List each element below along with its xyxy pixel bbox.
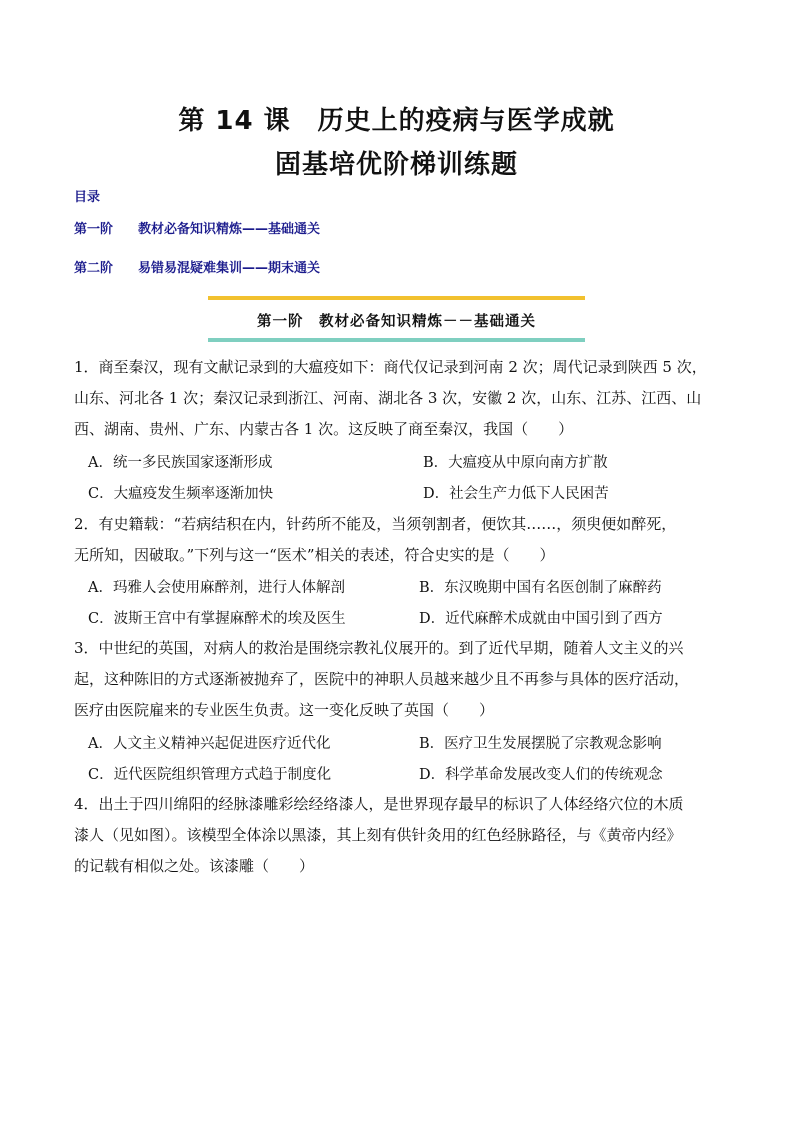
question-line: 无所知，因破取。”下列与这一“医术”相关的表述，符合史实的是（ ） [74, 546, 555, 564]
question-3-option-c[interactable]: C．近代医院组织管理方式趋于制度化 [88, 767, 332, 783]
question-2-option-c[interactable]: C．波斯王宫中有掌握麻醉术的埃及医生 [88, 611, 346, 627]
question-4-stem [74, 789, 734, 882]
question-line: 1．商至秦汉，现有文献记录到的大瘟疫如下：商代仅记录到河南 2 次；周代记录到陕西 5 次， [74, 358, 707, 376]
question-1-option-c[interactable]: C．大瘟疫发生频率逐渐加快 [88, 486, 274, 502]
banner-bottom-rule [208, 338, 585, 342]
question-2-option-a[interactable]: A．玛雅人会使用麻醉剂，进行人体解剖 [88, 580, 345, 596]
question-1-option-d[interactable]: D．社会生产力低下人民困苦 [423, 486, 609, 502]
lesson-title: 第 14 课 历史上的疫病与医学成就 [178, 106, 615, 136]
question-3-option-b[interactable]: B．医疗卫生发展摆脱了宗教观念影响 [419, 736, 662, 752]
banner-top-rule [208, 296, 585, 300]
question-line: 起，这种陈旧的方式逐渐被抛弃了，医院中的神职人员越来越少且不再参与具体的医疗活动， [74, 670, 690, 688]
toc-item-label: 教材必备知识精炼——基础通关 [138, 222, 321, 237]
question-1-option-a[interactable]: A．统一多民族国家逐渐形成 [88, 455, 273, 471]
toc-stage-label: 第一阶 [74, 222, 114, 237]
question-1-option-b[interactable]: B．大瘟疫从中原向南方扩散 [423, 455, 608, 471]
toc-item-stage-1[interactable] [74, 218, 320, 237]
question-3-stem [74, 633, 734, 726]
question-3-option-a[interactable]: A．人文主义精神兴起促进医疗近代化 [88, 736, 331, 752]
question-line: 2．有史籍载：“若病结积在内，针药所不能及，当须刳割者，便饮其……，须臾便如醉死， [74, 515, 677, 533]
question-2-option-d[interactable]: D．近代麻醉术成就由中国引到了西方 [419, 611, 663, 627]
question-2-stem [74, 509, 734, 571]
exercise-subtitle: 固基培优阶梯训练题 [274, 150, 518, 180]
section-banner [208, 296, 585, 342]
toc-stage-label: 第二阶 [74, 261, 114, 276]
section-banner-title: 第一阶 教材必备知识精炼－－基础通关 [257, 314, 536, 330]
question-line: 医疗由医院雇来的专业医生负责。这一变化反映了英国（ ） [74, 701, 495, 719]
question-1-stem [74, 352, 734, 445]
question-line: 西、湖南、贵州、广东、内蒙古各 1 次。这反映了商至秦汉，我国（ ） [74, 420, 574, 438]
question-2-option-b[interactable]: B．东汉晚期中国有名医创制了麻醉药 [419, 580, 662, 596]
question-line: 漆人（见如图）。该模型全体涂以黑漆，其上刻有供针灸用的红色经脉路径，与《黄帝内经》 [74, 826, 682, 844]
toc-item-stage-2[interactable] [74, 257, 320, 276]
question-line: 山东、河北各 1 次；秦汉记录到浙江、河南、湖北各 3 次，安徽 2 次，山东、江苏、江西、山 [74, 389, 702, 407]
toc-item-label: 易错易混疑难集训——期末通关 [138, 261, 321, 276]
toc-heading: 目录 [74, 190, 101, 205]
question-line: 的记载有相似之处。该漆雕（ ） [74, 857, 315, 875]
question-3-option-d[interactable]: D．科学革命发展改变人们的传统观念 [419, 767, 663, 783]
question-line: 4．出土于四川绵阳的经脉漆雕彩绘经络漆人，是世界现存最早的标识了人体经络穴位的木质 [74, 795, 684, 813]
question-line: 3．中世纪的英国，对病人的救治是围绕宗教礼仪展开的。到了近代早期，随着人文主义的兴 [74, 639, 684, 657]
